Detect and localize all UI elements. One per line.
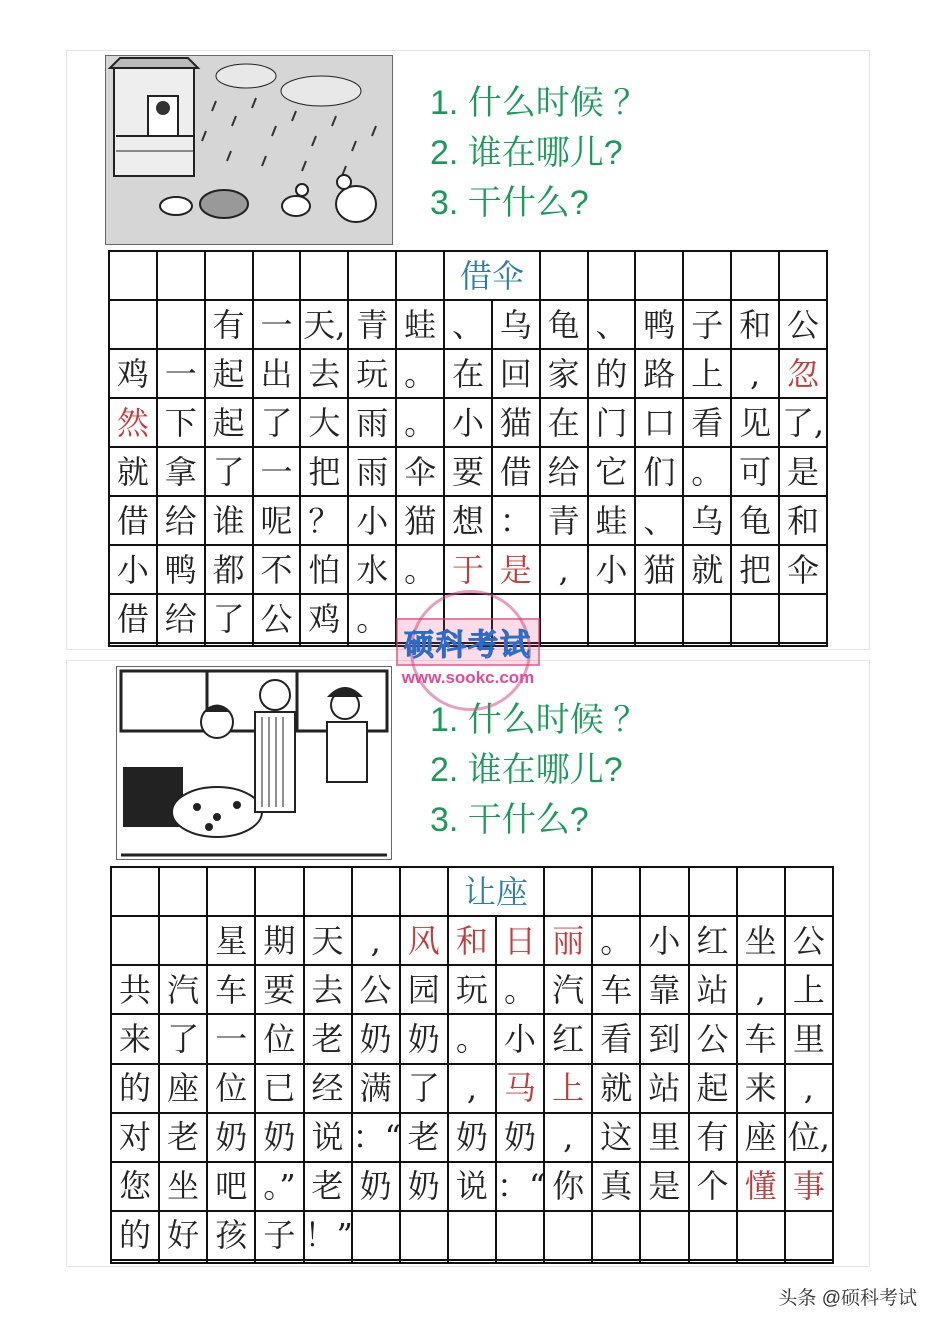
grid-cell: 公 <box>785 916 833 965</box>
grid-cell: 小 <box>444 398 492 447</box>
grid-cell: 门 <box>588 398 636 447</box>
grid-cell: 和 <box>448 916 496 965</box>
grid-cell: 。 <box>592 916 640 965</box>
grid-cell: 一 <box>157 349 205 398</box>
grid-cell <box>635 251 683 300</box>
grid-cell: 子 <box>255 1211 303 1260</box>
grid-cell <box>207 1260 255 1263</box>
grid-cell <box>205 251 253 300</box>
grid-cell <box>540 251 588 300</box>
grid-cell: 。 <box>448 1014 496 1063</box>
grid-cell: 是 <box>640 1162 688 1211</box>
grid-cell: , <box>448 1064 496 1113</box>
grid-cell: 。 <box>396 398 444 447</box>
grid-cell: 就 <box>592 1064 640 1113</box>
grid-cell: 给 <box>157 594 205 643</box>
grid-cell: 家 <box>540 349 588 398</box>
grid-cell: 星 <box>207 916 255 965</box>
grid-cell <box>448 1260 496 1263</box>
grid-cell <box>348 251 396 300</box>
grid-cell: , <box>737 965 785 1014</box>
grid-cell <box>157 300 205 349</box>
grid-cell: 小 <box>348 496 396 545</box>
grid-cell: 期 <box>255 916 303 965</box>
grid-cell: 日 <box>496 916 544 965</box>
question-who-where: 2. 谁在哪儿? <box>430 751 623 789</box>
grid-cell <box>785 1211 833 1260</box>
grid-cell: 小 <box>496 1014 544 1063</box>
grid-cell <box>255 867 303 916</box>
grid-cell: 这 <box>592 1113 640 1162</box>
watermark-stamp <box>378 590 558 715</box>
grid-cell: 公 <box>253 594 301 643</box>
grid-cell: 经 <box>304 1064 352 1113</box>
grid-cell: 。 <box>396 349 444 398</box>
grid-cell <box>689 1260 737 1263</box>
grid-cell <box>640 1211 688 1260</box>
grid-cell <box>689 1211 737 1260</box>
grid-cell: 鸡 <box>109 349 157 398</box>
grid-cell: 是 <box>492 545 540 594</box>
writing-grid-give-up-seat <box>110 866 834 1264</box>
grid-cell <box>588 643 636 646</box>
grid-cell: 龟 <box>731 496 779 545</box>
question-what: 3. 干什么? <box>430 184 589 222</box>
grid-cell: 就 <box>683 545 731 594</box>
grid-cell: ：“ <box>352 1113 400 1162</box>
grid-cell <box>255 1260 303 1263</box>
grid-cell <box>304 1260 352 1263</box>
grid-cell <box>588 251 636 300</box>
grid-cell: 风 <box>400 916 448 965</box>
question-who-where: 2. 谁在哪儿? <box>430 134 623 172</box>
grid-title-row <box>109 251 827 300</box>
grid-cell <box>785 867 833 916</box>
grid-cell: 鸭 <box>157 545 205 594</box>
grid-cell: 一 <box>207 1014 255 1063</box>
grid-cell: 车 <box>737 1014 785 1063</box>
grid-cell: 好 <box>159 1211 207 1260</box>
grid-cell: 了 <box>159 1014 207 1063</box>
grid-cell <box>111 1260 159 1263</box>
grid-cell: 车 <box>592 965 640 1014</box>
grid-cell: 说 <box>448 1162 496 1211</box>
grid-cell: 于 <box>444 545 492 594</box>
grid-cell: , <box>785 1064 833 1113</box>
grid-cell <box>779 594 827 643</box>
grid-cell <box>785 1260 833 1263</box>
grid-cell <box>737 1211 785 1260</box>
grid-cell <box>544 867 592 916</box>
grid-cell <box>496 1260 544 1263</box>
grid-cell <box>640 1260 688 1263</box>
grid-cell <box>352 1260 400 1263</box>
grid-cell: 回 <box>492 349 540 398</box>
grid-row <box>111 1260 833 1263</box>
grid-cell <box>304 867 352 916</box>
grid-cell: 奶 <box>496 1113 544 1162</box>
grid-row <box>111 1113 833 1162</box>
grid-cell <box>253 643 301 646</box>
grid-cell: 它 <box>588 447 636 496</box>
grid-cell <box>159 1260 207 1263</box>
grid-cell: 下 <box>157 398 205 447</box>
grid-cell <box>157 251 205 300</box>
grid-cell: 你 <box>544 1162 592 1211</box>
grid-cell <box>731 251 779 300</box>
writing-grid-borrow-umbrella <box>108 250 828 647</box>
grid-cell: 个 <box>689 1162 737 1211</box>
grid-cell: 鸡 <box>300 594 348 643</box>
grid-cell: 了 <box>253 398 301 447</box>
grid-cell: , <box>352 916 400 965</box>
grid-cell: 蛙 <box>396 300 444 349</box>
grid-cell: 满 <box>352 1064 400 1113</box>
grid-cell: 座 <box>737 1113 785 1162</box>
grid-cell: 奶 <box>448 1113 496 1162</box>
grid-cell: 的 <box>111 1064 159 1113</box>
grid-cell <box>205 643 253 646</box>
grid-row <box>109 398 827 447</box>
grid-row <box>111 1064 833 1113</box>
grid-cell: , <box>540 545 588 594</box>
grid-cell: 起 <box>689 1064 737 1113</box>
grid-cell: 红 <box>544 1014 592 1063</box>
grid-cell: 上 <box>785 965 833 1014</box>
grid-cell: 青 <box>540 496 588 545</box>
grid-cell <box>253 251 301 300</box>
grid-cell <box>592 867 640 916</box>
question-when: 1. 什么时候 ？ <box>430 84 648 122</box>
grid-cell: 、 <box>635 496 683 545</box>
grid-cell: 猫 <box>396 496 444 545</box>
grid-cell: 红 <box>689 916 737 965</box>
watermark-url: www.sookc.com <box>401 667 535 687</box>
grid-cell: 出 <box>253 349 301 398</box>
grid-cell: 位, <box>785 1113 833 1162</box>
grid-cell: 汽 <box>544 965 592 1014</box>
grid-cell <box>635 594 683 643</box>
question-when: 1. 什么时候 ？ <box>430 701 648 739</box>
grid-cell: 子 <box>683 300 731 349</box>
grid-cell: 奶 <box>400 1014 448 1063</box>
grid-cell: 站 <box>689 965 737 1014</box>
grid-cell: 您 <box>111 1162 159 1211</box>
grid-cell: 孩 <box>207 1211 255 1260</box>
grid-cell: 在 <box>540 398 588 447</box>
grid-cell <box>689 867 737 916</box>
grid-title-row <box>111 867 833 916</box>
grid-cell: 的 <box>588 349 636 398</box>
grid-cell <box>731 643 779 646</box>
grid-cell <box>731 594 779 643</box>
grid-cell: 共 <box>111 965 159 1014</box>
grid-cell: 拿 <box>157 447 205 496</box>
grid-cell: 坐 <box>737 916 785 965</box>
grid-cell: 奶 <box>352 1014 400 1063</box>
grid-cell: 把 <box>300 447 348 496</box>
grid-cell: 奶 <box>400 1162 448 1211</box>
grid-cell: 然 <box>109 398 157 447</box>
grid-cell: 老 <box>159 1113 207 1162</box>
illustration-rain-animals <box>105 55 393 245</box>
grid-cell: 小 <box>640 916 688 965</box>
grid-row <box>109 545 827 594</box>
grid-cell <box>592 1260 640 1263</box>
grid-row <box>111 1162 833 1211</box>
grid-cell: 懂 <box>737 1162 785 1211</box>
grid-cell: 小 <box>588 545 636 594</box>
grid-cell: 起 <box>205 349 253 398</box>
grid-cell: 老 <box>304 1014 352 1063</box>
grid-cell: ！” <box>304 1211 352 1260</box>
grid-cell: 伞 <box>396 447 444 496</box>
grid-cell: 。 <box>348 594 396 643</box>
grid-cell: 和 <box>779 496 827 545</box>
grid-cell: 来 <box>737 1064 785 1113</box>
grid-cell: 去 <box>300 349 348 398</box>
grid-cell: 站 <box>640 1064 688 1113</box>
grid-cell: 雨 <box>348 398 396 447</box>
grid-cell: 真 <box>592 1162 640 1211</box>
grid-cell: 把 <box>731 545 779 594</box>
grid-cell: ？ <box>300 496 348 545</box>
grid-row <box>111 916 833 965</box>
grid-cell: 。” <box>255 1162 303 1211</box>
grid-cell <box>544 1260 592 1263</box>
source-credit: 头条 @硕科考试 <box>778 1288 917 1309</box>
grid-cell <box>109 643 157 646</box>
grid-cell <box>737 1260 785 1263</box>
grid-cell: 伞 <box>779 545 827 594</box>
grid-cell: 公 <box>352 965 400 1014</box>
grid-row <box>109 349 827 398</box>
grid-cell: 路 <box>635 349 683 398</box>
grid-cell: 小 <box>109 545 157 594</box>
grid-cell: 鸭 <box>635 300 683 349</box>
grid-cell: 奶 <box>352 1162 400 1211</box>
grid-cell: 奶 <box>255 1113 303 1162</box>
grid-cell: 不 <box>253 545 301 594</box>
grid-cell <box>779 643 827 646</box>
grid-cell <box>683 594 731 643</box>
grid-cell: 看 <box>683 398 731 447</box>
grid-cell <box>592 1211 640 1260</box>
grid-cell: 汽 <box>159 965 207 1014</box>
grid-cell <box>779 251 827 300</box>
grid-cell: 是 <box>779 447 827 496</box>
grid-cell: 车 <box>207 965 255 1014</box>
grid-cell <box>109 251 157 300</box>
grid-cell: 都 <box>205 545 253 594</box>
grid-cell: 就 <box>109 447 157 496</box>
grid-row <box>109 447 827 496</box>
grid-cell: 给 <box>157 496 205 545</box>
grid-cell: 上 <box>683 349 731 398</box>
watermark-title: 硕科考试 <box>396 618 540 666</box>
grid-cell <box>159 867 207 916</box>
grid-cell: 看 <box>592 1014 640 1063</box>
grid-cell <box>588 594 636 643</box>
grid-cell: 乌 <box>492 300 540 349</box>
grid-cell: 起 <box>205 398 253 447</box>
grid-cell <box>400 1211 448 1260</box>
grid-cell <box>635 643 683 646</box>
grid-cell: ： <box>492 496 540 545</box>
grid-cell: 老 <box>304 1162 352 1211</box>
grid-cell: 座 <box>159 1064 207 1113</box>
grid-cell: 要 <box>255 965 303 1014</box>
grid-cell: , <box>731 349 779 398</box>
grid-cell: , <box>544 1113 592 1162</box>
grid-cell: 说 <box>304 1113 352 1162</box>
grid-cell: 吧 <box>207 1162 255 1211</box>
grid-cell: 天, <box>300 300 348 349</box>
grid-cell: 一 <box>253 447 301 496</box>
grid-cell: 靠 <box>640 965 688 1014</box>
grid-cell: 、 <box>588 300 636 349</box>
grid-cell: ：“ <box>496 1162 544 1211</box>
grid-cell <box>683 251 731 300</box>
grid-cell: 丽 <box>544 916 592 965</box>
grid-cell: 乌 <box>683 496 731 545</box>
illustration-bus-seat <box>116 666 392 860</box>
grid-cell: 借 <box>109 594 157 643</box>
grid-cell: 谁 <box>205 496 253 545</box>
grid-cell: 位 <box>207 1064 255 1113</box>
grid-cell: 老 <box>400 1113 448 1162</box>
grid-cell: 去 <box>304 965 352 1014</box>
grid-row <box>109 496 827 545</box>
grid-cell: 青 <box>348 300 396 349</box>
grid-cell: 园 <box>400 965 448 1014</box>
question-what: 3. 干什么? <box>430 801 589 839</box>
grid-cell: 借 <box>109 496 157 545</box>
grid-cell <box>448 1211 496 1260</box>
grid-cell <box>396 251 444 300</box>
grid-cell: 马 <box>496 1064 544 1113</box>
guide-questions-2 <box>430 695 647 845</box>
grid-cell: 位 <box>255 1014 303 1063</box>
grid-cell: 里 <box>785 1014 833 1063</box>
grid-cell: 了 <box>400 1064 448 1113</box>
grid-cell: 来 <box>111 1014 159 1063</box>
grid-cell <box>109 300 157 349</box>
grid-cell <box>544 1211 592 1260</box>
grid-cell: 了 <box>205 594 253 643</box>
grid-cell: 猫 <box>492 398 540 447</box>
grid-cell <box>496 1211 544 1260</box>
grid-cell: 呢 <box>253 496 301 545</box>
grid-row <box>109 300 827 349</box>
grid-cell: 和 <box>731 300 779 349</box>
grid-cell: 玩 <box>348 349 396 398</box>
grid-cell <box>300 643 348 646</box>
grid-cell <box>207 867 255 916</box>
grid-cell <box>683 643 731 646</box>
grid-cell: 怕 <box>300 545 348 594</box>
grid-row <box>111 965 833 1014</box>
grid-cell: 水 <box>348 545 396 594</box>
grid-cell: 大 <box>300 398 348 447</box>
grid-cell: 玩 <box>448 965 496 1014</box>
grid-cell: 一 <box>253 300 301 349</box>
grid-cell: 龟 <box>540 300 588 349</box>
grid-cell <box>737 867 785 916</box>
grid-cell: 。 <box>496 965 544 1014</box>
grid-cell <box>352 867 400 916</box>
grid-cell <box>300 251 348 300</box>
grid-cell: 有 <box>689 1113 737 1162</box>
grid-cell: 要 <box>444 447 492 496</box>
grid-cell: 口 <box>635 398 683 447</box>
grid-cell: 了 <box>205 447 253 496</box>
grid-cell: 已 <box>255 1064 303 1113</box>
grid-cell <box>111 916 159 965</box>
grid-cell: 对 <box>111 1113 159 1162</box>
grid-cell: 坐 <box>159 1162 207 1211</box>
grid-row <box>111 1211 833 1260</box>
grid-cell <box>159 916 207 965</box>
grid-cell: 上 <box>544 1064 592 1113</box>
grid-cell: 雨 <box>348 447 396 496</box>
grid-cell: 的 <box>111 1211 159 1260</box>
grid-cell: 里 <box>640 1113 688 1162</box>
grid-cell: 给 <box>540 447 588 496</box>
grid-cell: 天 <box>304 916 352 965</box>
grid-cell: 奶 <box>207 1113 255 1162</box>
grid-cell: 。 <box>396 545 444 594</box>
grid-cell: 。 <box>683 447 731 496</box>
grid-cell: 公 <box>689 1014 737 1063</box>
grid-cell: 忽 <box>779 349 827 398</box>
grid-row <box>111 1014 833 1063</box>
grid-cell: 们 <box>635 447 683 496</box>
grid-cell: 了, <box>779 398 827 447</box>
grid-cell <box>157 643 205 646</box>
grid-cell: 事 <box>785 1162 833 1211</box>
grid-cell: 想 <box>444 496 492 545</box>
grid-cell: 可 <box>731 447 779 496</box>
grid-cell: 到 <box>640 1014 688 1063</box>
grid-cell: 有 <box>205 300 253 349</box>
grid-cell: 在 <box>444 349 492 398</box>
grid-cell <box>400 867 448 916</box>
grid-cell: 借 <box>492 447 540 496</box>
essay-title: 让座 <box>448 867 544 916</box>
grid-cell <box>111 867 159 916</box>
grid-cell: 公 <box>779 300 827 349</box>
grid-cell: 蛙 <box>588 496 636 545</box>
grid-cell: 见 <box>731 398 779 447</box>
grid-cell <box>400 1260 448 1263</box>
grid-cell: 猫 <box>635 545 683 594</box>
grid-cell: 、 <box>444 300 492 349</box>
grid-cell <box>352 1211 400 1260</box>
guide-questions-1 <box>430 78 647 228</box>
essay-title: 借伞 <box>444 251 540 300</box>
grid-cell <box>640 867 688 916</box>
